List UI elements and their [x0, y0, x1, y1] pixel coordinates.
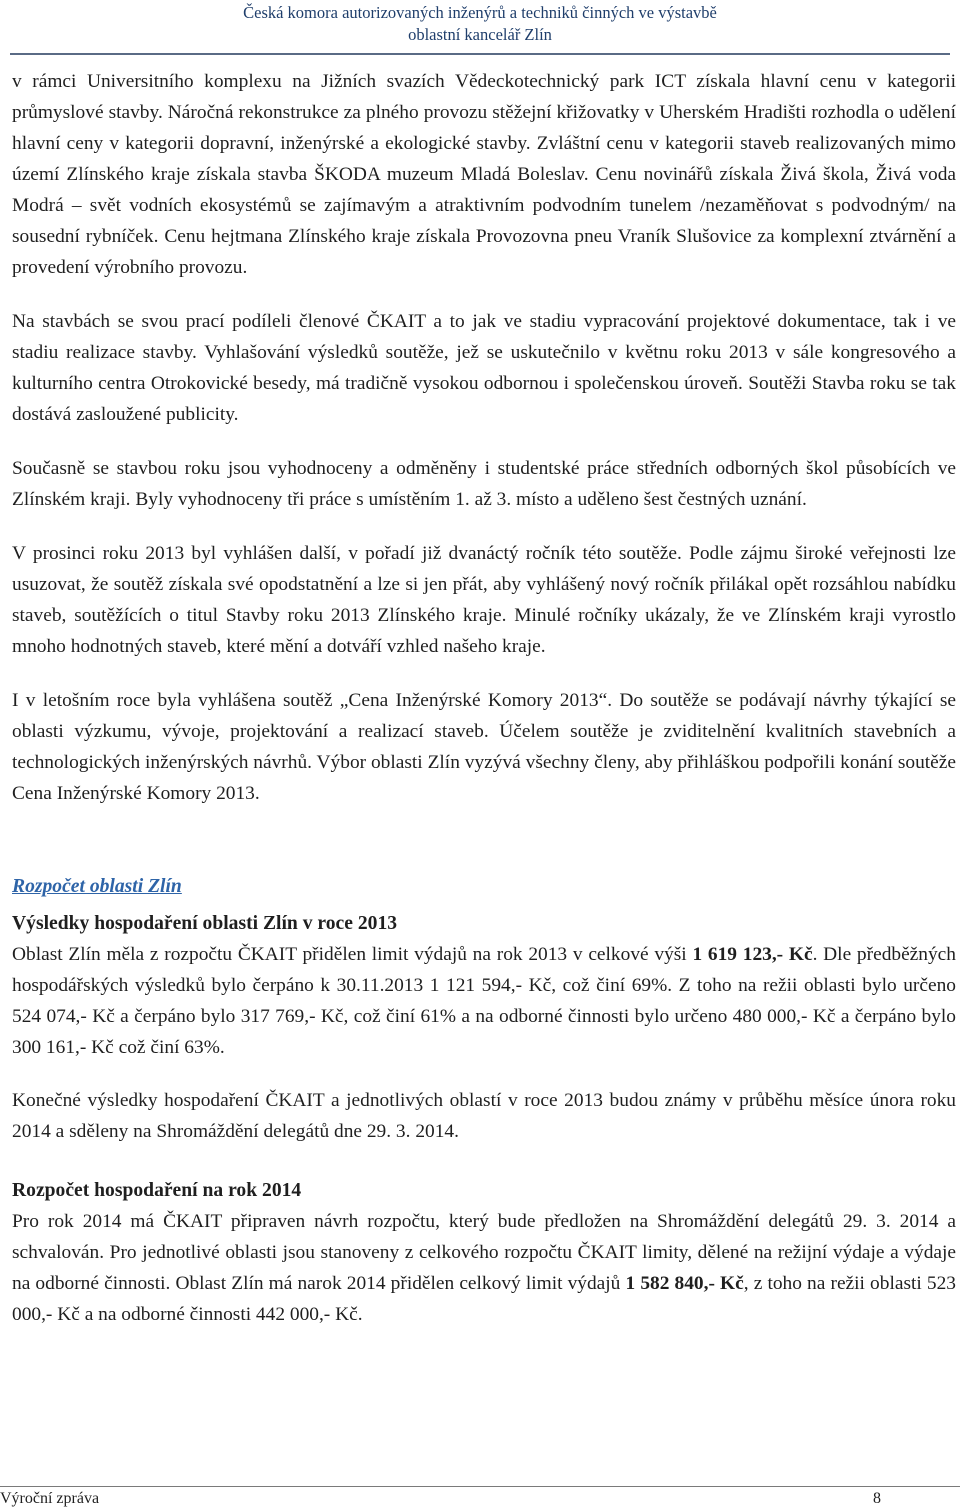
header-divider	[10, 53, 950, 55]
paragraph-engineering-prize: I v letošním roce byla vyhlášena soutěž „Cena Inženýrské Komory 2013“. Do soutěže se podávají návrhy týkající se oblasti výzkumu, vývoje, projektování a realizací staveb. Účelem soutěže je zviditelnění kvalitních stavebních a technologických inženýrských návrhů. Výbor oblasti Zlín vyzývá všechny členy, aby přihláškou podpořili konání soutěže Cena Inženýrské Komory 2013.	[12, 690, 956, 804]
paragraph-new-year: V prosinci roku 2013 byl vyhlášen další, v pořadí již dvanáctý ročník této soutěže. Podle zájmu široké veřejnosti lze usuzovat, že soutěž získala své opodstatnění a lze si jen přát, aby vyhlášený nový ročník přilákal opět rozsáhlou nabídku staveb, soutěžících o titul Stavby roku 2013 Zlínského kraje. Minulé ročníky ukázaly, že ve Zlínském kraji vyrostlo mnoho hodnotných staveb, které mění a dotváří vzhled našeho kraje.	[12, 543, 956, 657]
plan-heading: Rozpočet hospodaření na rok 2014	[12, 1180, 302, 1201]
results-text-end: . Dle předběžných hospodářských výsledků bylo čerpáno k 30.11.2013 1 121 594,- Kč, což činí 69%. Z toho na režii oblasti bylo určeno 524 074,- Kč a čerpáno bylo 317 769,- Kč, což činí 61% a na odborné činnosti bylo určeno 480 000,- Kč a čerpáno bylo 300 161,- Kč což činí 63%.	[12, 944, 956, 1058]
plan-text-start: Pro rok 2014 má ČKAIT připraven návrh rozpočtu, který bude předložen na Shromáždění delegátů 29. 3. 2014 a schvalován. Pro jednotlivé oblasti jsou stanoveny z celkového rozpočtu ČKAIT limity, dělené na režijní výdaje a výdaje na odborné činnosti. Oblast Zlín má narok 2014 přidělen celkový limit výdajů	[12, 1211, 956, 1294]
paragraph-members: Na stavbách se svou prací podíleli členové ČKAIT a to jak ve stadiu vypracování projektové dokumentace, tak i ve stadiu realizace stavby. Vyhlašování výsledků soutěže, jež se uskutečnilo v květnu roku 2013 v sále kongresového a kulturního centra Otrokovické besedy, má tradičně vysokou odbornou i společenskou úroveň. Soutěži Stavba roku se tak dostává zasloužené publicity.	[12, 311, 956, 425]
plan-limit-amount: 1 582 840,- Kč	[625, 1273, 744, 1294]
paragraph-final-results: Konečné výsledky hospodaření ČKAIT a jednotlivých oblastí v roce 2013 budou známy v průběhu měsíce února roku 2014 a sděleny na Shromáždění delegátů dne 29. 3. 2014.	[12, 1090, 956, 1142]
paragraph-results-2013	[12, 939, 956, 1063]
paragraph-students: Současně se stavbou roku jsou vyhodnoceny a odměněny i studentské práce středních odborných škol působících ve Zlínském kraji. Byly vyhodnoceny tři práce s umístěním 1. až 3. místo a uděleno šest čestných uznání.	[12, 458, 956, 510]
page-content	[12, 66, 956, 1330]
results-limit-amount: 1 619 123,- Kč	[692, 944, 813, 965]
header-office: oblastní kancelář Zlín	[408, 25, 552, 44]
footer-page-number: 8	[873, 1490, 881, 1507]
header-organization: Česká komora autorizovaných inženýrů a techniků činných ve výstavbě	[243, 3, 717, 22]
page-footer	[0, 1486, 960, 1509]
section-title-budget: Rozpočet oblasti Zlín	[12, 876, 182, 897]
results-heading: Výsledky hospodaření oblasti Zlín v roce 2013	[12, 913, 398, 934]
paragraph-awards: v rámci Universitního komplexu na Jižních svazích Vědeckotechnický park ICT získala hlavní cenu v kategorii průmyslové stavby. Náročná rekonstrukce za plného provozu stěžejní křižovatky v Uherském Hradišti rozhodla o udělení hlavní ceny v kategorii dopravní, inženýrské a ekologické stavby. Zvláštní cenu v kategorii staveb realizovaných mimo území Zlínského kraje získala stavba ŠKODA muzeum Mladá Boleslav. Cenu novinářů získala Živá škola, Živá voda Modrá – svět vodních ekosystémů se zajímavým a atraktivním podvodním tunelem /nezaměňovat s podvodným/ na sousední rybníček. Cenu hejtmana Zlínského kraje získala Provozovna pneu Vraník Slušovice za komplexní ztvárnění a provedení výrobního provozu.	[12, 71, 956, 278]
plan-text-end: , z toho na režii oblasti 523 000,- Kč a na odborné činnosti 442 000,- Kč.	[12, 1273, 956, 1325]
page-header	[0, 0, 960, 46]
footer-document-title: Výroční zpráva	[0, 1490, 100, 1507]
results-text-start: Oblast Zlín měla z rozpočtu ČKAIT přidělen limit výdajů na rok 2013 v celkové výši	[12, 944, 693, 965]
paragraph-plan-2014	[12, 1206, 956, 1330]
